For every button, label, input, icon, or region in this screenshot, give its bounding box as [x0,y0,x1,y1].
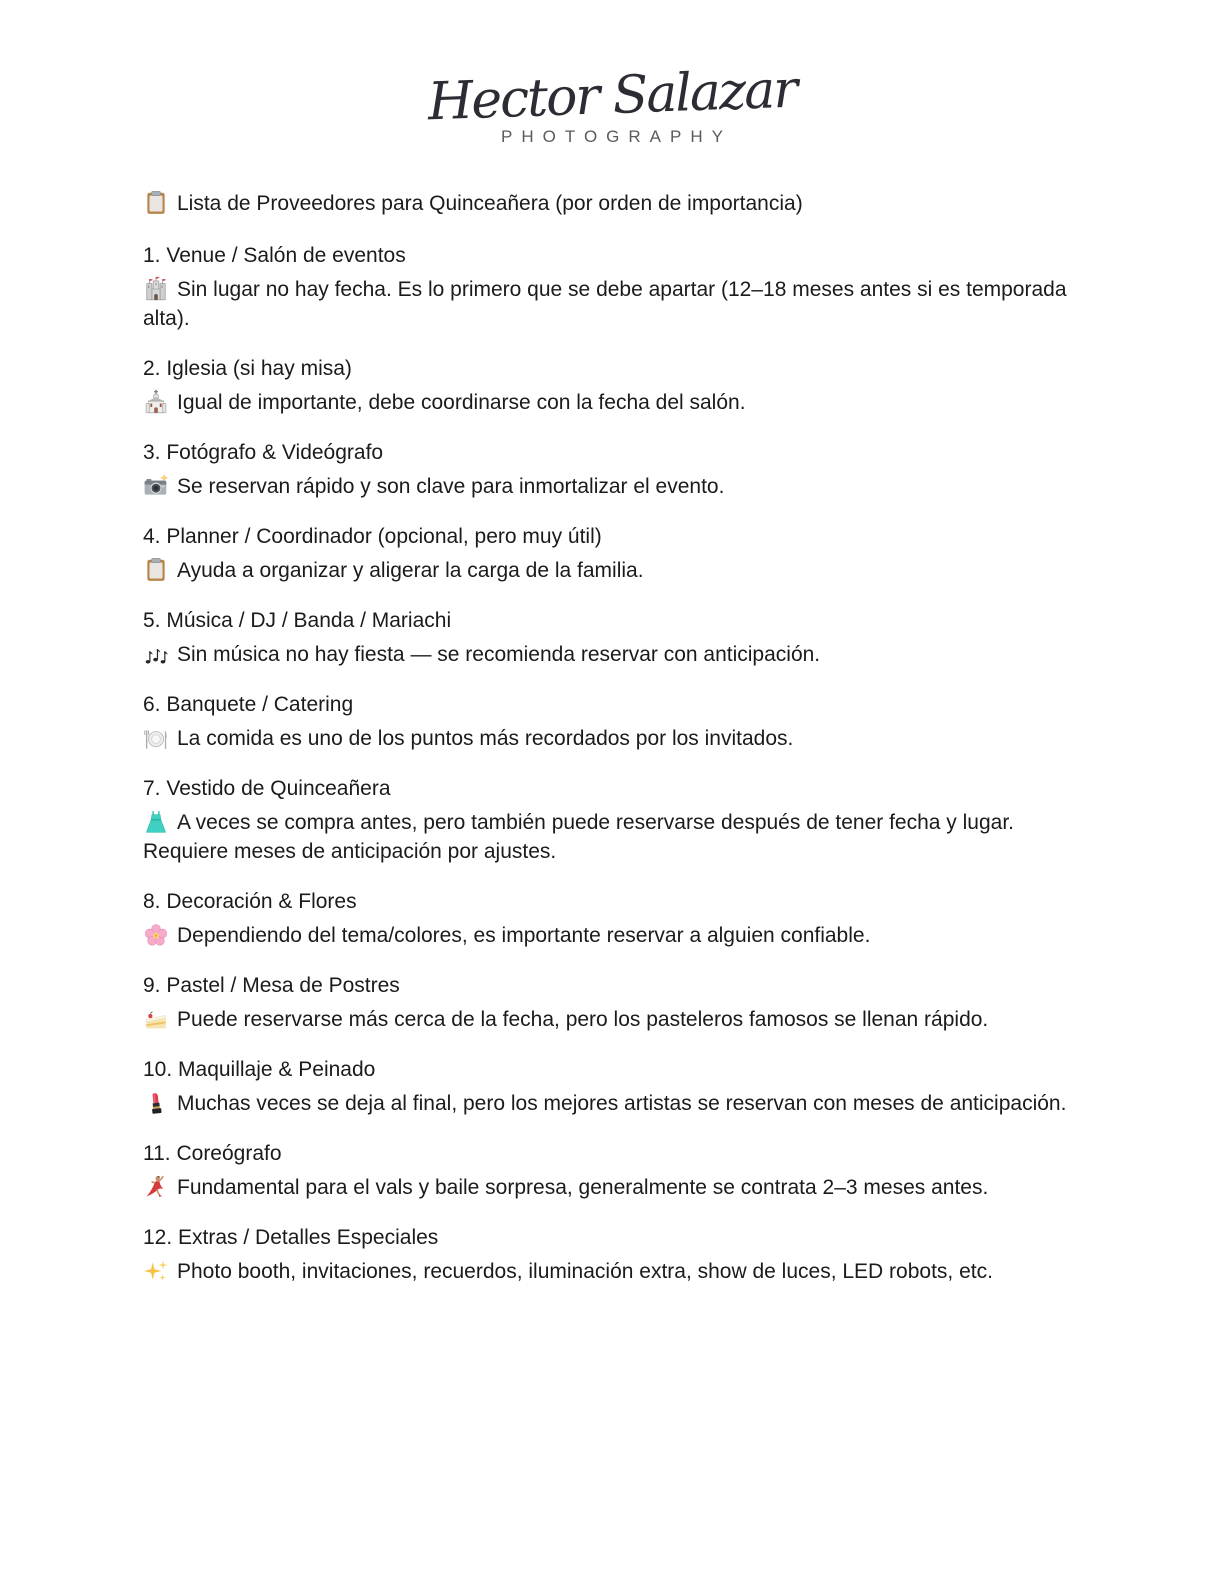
item-heading: 11. Coreógrafo [143,1142,282,1166]
item-heading: 3. Fotógrafo & Videógrafo [143,441,384,465]
page-title-text: Lista de Proveedores para Quinceañera (por orden de importancia) [177,192,803,216]
list-item [143,774,1083,866]
castle-icon [143,276,169,302]
item-heading: 6. Banquete / Catering [143,693,354,717]
list-item [143,241,1083,333]
list-item [143,1223,1083,1286]
church-icon [143,389,169,415]
page-title [143,189,1083,218]
list-item [143,438,1083,501]
item-heading: 10. Maquillaje & Peinado [143,1058,376,1082]
sparkles-icon [143,1258,169,1284]
list-item [143,1139,1083,1202]
item-text: Se reservan rápido y son clave para inmortalizar el evento. [177,475,725,499]
item-heading: 4. Planner / Coordinador (opcional, pero muy útil) [143,525,602,549]
cake-icon [143,1006,169,1032]
camera-flash-icon [143,473,169,499]
item-text: Igual de importante, debe coordinarse con la fecha del salón. [177,391,746,415]
list-item [143,887,1083,950]
item-heading: 1. Venue / Salón de eventos [143,244,406,268]
item-text: Fundamental para el vals y baile sorpresa, generalmente se contrata 2–3 meses antes. [177,1176,989,1200]
logo [0,0,1224,147]
dancer-icon [143,1174,169,1200]
list-item [143,354,1083,417]
item-text: Ayuda a organizar y aligerar la carga de la familia. [177,559,644,583]
item-heading: 7. Vestido de Quinceañera [143,777,391,801]
list-item [143,690,1083,753]
item-heading: 9. Pastel / Mesa de Postres [143,974,400,998]
fork-knife-plate-icon [143,725,169,751]
clipboard-icon [143,190,169,216]
item-text: Photo booth, invitaciones, recuerdos, iluminación extra, show de luces, LED robots, etc. [177,1260,993,1284]
logo-signature: Hector Salazar [426,59,798,133]
list-item [143,606,1083,669]
blossom-icon [143,922,169,948]
item-text: Muchas veces se deja al final, pero los mejores artistas se reservan con meses de anticipación. [177,1092,1067,1116]
vendor-list [143,241,1083,1286]
item-text: A veces se compra antes, pero también puede reservarse después de tener fecha y lugar. Requiere meses de anticipación por ajustes. [143,811,1014,864]
list-item [143,1055,1083,1118]
document-body [143,189,1083,1286]
item-heading: 5. Música / DJ / Banda / Mariachi [143,609,452,633]
item-heading: 2. Iglesia (si hay misa) [143,357,352,381]
item-heading: 12. Extras / Detalles Especiales [143,1226,439,1250]
dress-icon [143,809,169,835]
item-text: La comida es uno de los puntos más recordados por los invitados. [177,727,794,751]
list-item [143,522,1083,585]
item-text: Dependiendo del tema/colores, es importante reservar a alguien confiable. [177,924,871,948]
clipboard-icon [143,557,169,583]
lipstick-icon [143,1090,169,1116]
item-text: Sin lugar no hay fecha. Es lo primero que se debe apartar (12–18 meses antes si es temporada alta). [143,278,1067,331]
logo-subtitle: PHOTOGRAPHY [501,127,732,147]
music-notes-icon [143,641,169,667]
list-item [143,971,1083,1034]
item-heading: 8. Decoración & Flores [143,890,357,914]
item-text: Sin música no hay fiesta — se recomienda reservar con anticipación. [177,643,821,667]
item-text: Puede reservarse más cerca de la fecha, pero los pasteleros famosos se llenan rápido. [177,1008,989,1032]
